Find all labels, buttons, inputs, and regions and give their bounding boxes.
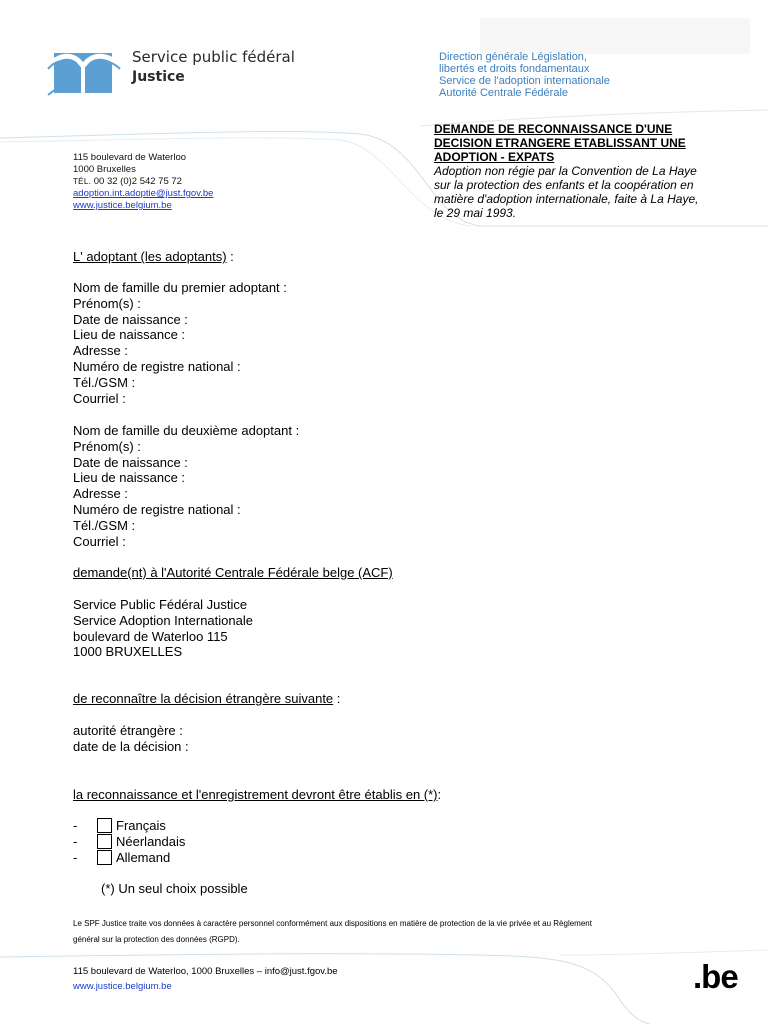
language-heading: la reconnaissance et l'enregistrement devront être établis en (*):: [73, 787, 442, 802]
address-city: 1000 Bruxelles: [73, 164, 136, 175]
language-options: [73, 818, 185, 865]
language-option-francais[interactable]: [73, 818, 185, 834]
second-adopter-fields: [73, 423, 299, 549]
subtitle-line: le 29 mai 1993.: [434, 206, 517, 220]
footer: [73, 964, 338, 994]
form-field-label: Date de naissance :: [73, 454, 188, 470]
org-name: [132, 47, 295, 87]
form-field-label: Adresse :: [73, 343, 128, 359]
acf-address-line: Service Adoption Internationale: [73, 612, 253, 628]
acf-address-line: boulevard de Waterloo 115: [73, 628, 228, 644]
option-label: Néerlandais: [116, 833, 186, 849]
subtitle-line: matière d'adoption internationale, faite à La Haye,: [434, 192, 699, 206]
form-field-label: autorité étrangère :: [73, 723, 183, 738]
form-field-label: date de la décision :: [73, 738, 189, 754]
list-dash: -: [73, 818, 78, 833]
list-dash: -: [73, 849, 78, 865]
form-field-label: Nom de famille du premier adoptant :: [73, 280, 287, 295]
form-field-label: Date de naissance :: [73, 311, 188, 327]
list-dash: -: [73, 833, 78, 849]
option-label: Allemand: [116, 849, 171, 865]
checkbox-francais[interactable]: [97, 818, 112, 833]
dept-line: libertés et droits fondamentaux: [439, 63, 590, 75]
title-line: DECISION ETRANGERE ETABLISSANT UNE: [434, 136, 686, 150]
phone-label: TÉL.: [73, 177, 92, 186]
acf-address: [73, 597, 253, 660]
option-label: Français: [116, 818, 166, 833]
department-block: [439, 51, 610, 99]
dept-line: Autorité Centrale Fédérale: [439, 87, 569, 99]
recognize-heading: de reconnaître la décision étrangère suivante :: [73, 691, 341, 706]
gdpr-notice: [73, 916, 673, 948]
checkbox-neerlandais[interactable]: [97, 834, 112, 849]
form-field-label: Numéro de registre national :: [73, 358, 241, 374]
subtitle-line: Adoption non régie par la Convention de La Haye: [434, 164, 697, 178]
org-line1: Service public fédéral: [132, 48, 295, 66]
website-link[interactable]: www.justice.belgium.be: [73, 200, 172, 211]
org-line2: Justice: [132, 69, 185, 85]
phone-number: 00 32 (0)2 542 75 72: [93, 176, 182, 187]
be-logo: .be: [693, 958, 738, 995]
checkbox-allemand[interactable]: [97, 850, 112, 865]
subtitle-line: sur la protection des enfants et la coopération en: [434, 178, 694, 192]
form-field-label: Prénom(s) :: [73, 438, 141, 454]
form-field-label: Courriel :: [73, 533, 126, 549]
footer-website-link[interactable]: www.justice.belgium.be: [73, 981, 172, 992]
form-field-label: Lieu de naissance :: [73, 470, 186, 486]
form-field-label: Nom de famille du deuxième adoptant :: [73, 423, 300, 438]
acf-address-line: 1000 BRUXELLES: [73, 644, 183, 660]
title-line: ADOPTION - EXPATS: [434, 150, 555, 164]
language-option-allemand[interactable]: [73, 850, 185, 866]
decision-fields: [73, 723, 189, 755]
justice-logo-icon: [46, 45, 124, 101]
dept-line: Direction générale Législation,: [439, 51, 587, 63]
form-field-label: Prénom(s) :: [73, 295, 141, 311]
form-field-label: Tél./GSM :: [73, 517, 136, 533]
acf-address-line: Service Public Fédéral Justice: [73, 597, 248, 612]
request-heading: demande(nt) à l'Autorité Centrale Fédérale belge (ACF): [73, 565, 393, 580]
dept-line: Service de l'adoption internationale: [439, 75, 610, 87]
gdpr-line: Le SPF Justice traite vos données à caractère personnel conformément aux dispositions en matière de protection de la vie privée et au Règlement: [73, 919, 592, 928]
address-street: 115 boulevard de Waterloo: [73, 152, 187, 163]
gdpr-line: général sur la protection des données (RGPD).: [73, 935, 240, 944]
document-title-block: [434, 122, 734, 220]
form-field-label: Numéro de registre national :: [73, 501, 241, 517]
title-line: DEMANDE DE RECONNAISSANCE D'UNE: [434, 122, 673, 136]
first-adopter-fields: [73, 280, 287, 406]
adopters-heading: L' adoptant (les adoptants) :: [73, 249, 234, 264]
form-field-label: Lieu de naissance :: [73, 327, 186, 343]
form-field-label: Adresse :: [73, 486, 128, 502]
contact-address: [73, 152, 213, 212]
choice-note: (*) Un seul choix possible: [101, 881, 248, 896]
form-field-label: Tél./GSM :: [73, 374, 136, 390]
email-link[interactable]: adoption.int.adoptie@just.fgov.be: [73, 188, 214, 199]
form-field-label: Courriel :: [73, 390, 126, 406]
address-phone: [73, 176, 213, 188]
footer-address: 115 boulevard de Waterloo, 1000 Bruxelles – info@just.fgov.be: [73, 966, 338, 977]
language-option-neerlandais[interactable]: [73, 834, 185, 850]
